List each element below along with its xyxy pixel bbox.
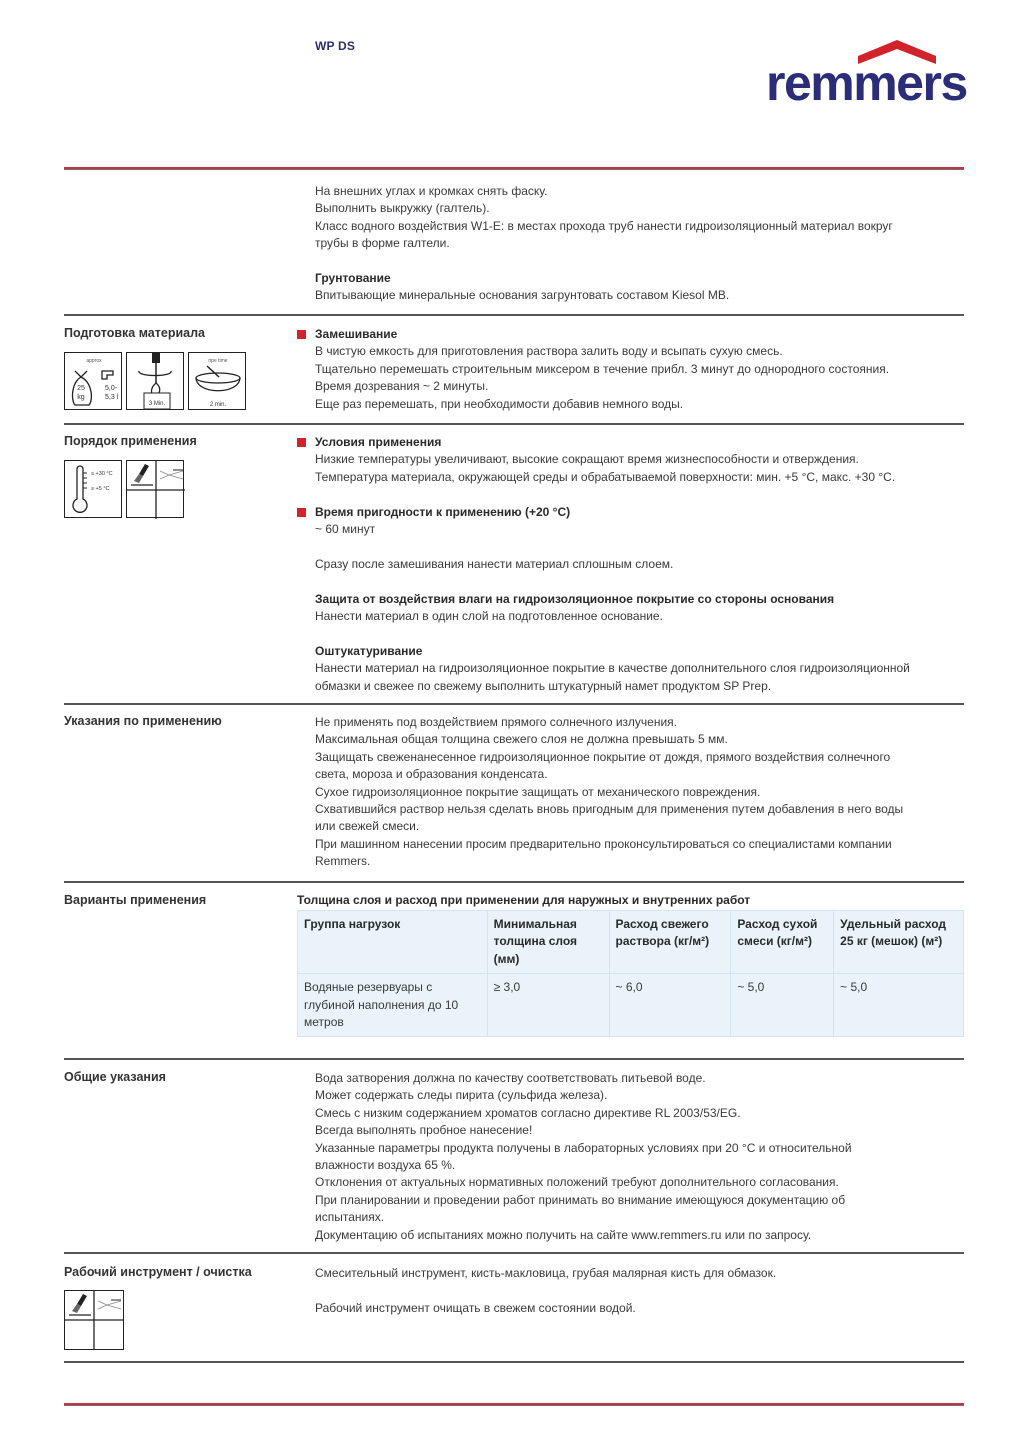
brush-spray-grid-icon [64,1290,124,1350]
text-line: Смесь с низким содержанием хроматов согласно директиве RL 2003/53/EG. [315,1105,741,1120]
section-label: Общие указания [64,1070,166,1084]
table-cell: ≥ 3,0 [487,974,609,1037]
brand-wordmark: remmers [766,55,967,111]
text-line: Выполнить выкружку (галтель). [315,201,490,216]
table-cell: Водяные резервуары с глубиной наполнения до 10 метров [298,974,488,1037]
text-line: трубы в форме галтели. [315,236,450,251]
svg-text:kg: kg [77,394,85,401]
table-cell: ~ 5,0 [834,974,964,1037]
table-header-row [298,911,964,974]
text-line: света, мороза и образования конденсата. [315,767,548,782]
svg-text:5,3 l: 5,3 l [105,394,119,401]
section-divider [64,1252,964,1254]
table-row [298,974,964,1037]
section-divider [64,1058,964,1060]
text-line: Максимальная общая толщина свежего слоя не должна превышать 5 мм. [315,732,728,747]
text-line: При машинном нанесении просим предварительно проконсультироваться со специалистами компании [315,836,892,851]
plaster-title: Оштукатуривание [315,643,423,658]
table-cell: ~ 5,0 [731,974,834,1037]
text-line: Сухое гидроизоляционное покрытие защищать от механического повреждения. [315,784,761,799]
svg-text:2 min.: 2 min. [209,402,227,408]
column-header: Удельный расход 25 кг (мешок) (м²) [834,911,964,974]
mixer-icon [126,352,184,410]
table-cell: ~ 6,0 [609,974,731,1037]
text-line: Не применять под воздействием прямого солнечного излучения. [315,715,678,729]
text-line: Низкие температуры увеличивают, высокие сокращают время жизнеспособности и отверждения. [315,452,859,467]
text-line: Всегда выполнять пробное нанесение! [315,1123,533,1138]
text-line: Время дозревания ~ 2 минуты. [315,379,489,394]
text-line: Еще раз перемешать, при необходимости добавив немного воды. [315,396,684,411]
svg-text:5,0-: 5,0- [105,385,118,392]
text-line: Отклонения от актуальных нормативных положений требуют дополнительного согласования. [315,1175,839,1190]
svg-text:approx: approx [86,358,102,364]
potlife-title: Время пригодности к применению (+20 °C) [315,504,965,521]
text-line: В чистую емкость для приготовления раствора залить воду и всыпать сухую смесь. [315,344,783,359]
section-divider [64,423,964,425]
remmers-logo [766,40,966,110]
column-header: Расход свежего раствора (кг/м²) [609,911,731,974]
text-line: Документацию об испытаниях можно получить на сайте www.remmers.ru или по запросу. [315,1227,812,1242]
text-line: Remmers. [315,854,371,869]
section-divider [64,314,964,316]
tools-text: Смесительный инструмент, кисть-макловица, грубая малярная кисть для обмазок. [315,1266,777,1280]
section-divider [64,1361,964,1363]
text-line: Класс водного воздействия W1-E: в местах прохода труб нанести гидроизоляционный материал вокруг [315,218,893,233]
svg-text:ripe time: ripe time [208,358,228,364]
svg-text:25: 25 [77,385,85,392]
svg-text:≤ +30 °C: ≤ +30 °C [91,471,113,477]
section-divider [64,881,964,883]
moisture-text: Нанести материал в один слой на подготовленное основание. [315,609,663,624]
column-header: Расход сухой смеси (кг/м²) [731,911,834,974]
text-line: Схватившийся раствор нельзя сделать вновь пригодным для применения путем добавления в него воды [315,802,904,817]
text-line: или свежей смеси. [315,819,420,834]
text-line: Температура материала, окружающей среды и обрабатываемой поверхности: мин. +5 °C, макс. +30 °C. [315,469,896,484]
text-line: Защищать свеженанесенное гидроизоляционное покрытие от дождя, прямого воздействия солнечного [315,749,891,764]
section-label: Указания по применению [64,714,222,728]
text-line: Нанести материал на гидроизоляционное покрытие в качестве дополнительного слоя гидроизоляционной [315,661,910,676]
text-line: обмазки и свежее по свежему выполнить штукатурный намет продуктом SP Prep. [315,678,772,693]
section-label: Порядок применения [64,434,197,448]
svg-text:≥ +5 °C: ≥ +5 °C [91,486,110,492]
footer-divider [64,1403,964,1405]
product-code: WP DS [315,39,356,53]
text-line: Вода затворения должна по качеству соответствовать питьевой воде. [315,1071,706,1085]
potlife-value: ~ 60 минут [315,522,376,537]
table-title: Толщина слоя и расход при применении для наружных и внутренних работ [297,893,751,907]
text-line: Тщательно перемешать строительным миксером в течение прибл. 3 минут до однородного состояния. [315,361,890,376]
bag-water-icon [64,352,122,410]
mixing-title: Замешивание [315,326,965,343]
column-header: Группа нагрузок [298,911,488,974]
conditions-title: Условия применения [315,434,965,451]
text-line: При планировании и проведении работ принимать во внимание имеющуюся документацию об [315,1192,846,1207]
cleaning-text: Рабочий инструмент очищать в свежем состоянии водой. [315,1300,636,1315]
section-label: Варианты применения [64,893,207,907]
section-label: Подготовка материала [64,326,205,340]
section-divider [64,703,964,705]
priming-title: Грунтование [315,271,391,286]
text-line: влажности воздуха 65 %. [315,1158,456,1173]
consumption-table [297,910,964,1037]
text-line: Указанные параметры продукта получены в лабораторных условиях при 20 °C и относительной [315,1140,852,1155]
column-header: Минимальная толщина слоя (мм) [487,911,609,974]
brush-spray-grid-icon [126,460,184,518]
text-line: испытаниях. [315,1210,385,1225]
section-label: Рабочий инструмент / очистка [64,1265,252,1279]
text-line: Может содержать следы пирита (сульфида железа). [315,1088,608,1103]
header-divider [64,167,964,169]
moisture-title: Защита от воздействия влаги на гидроизоляционное покрытие со стороны основания [315,591,835,606]
ripe-time-icon [188,352,246,410]
text-line: На внешних углах и кромках снять фаску. [315,184,548,198]
svg-text:3 Min.: 3 Min. [148,401,166,407]
thermometer-icon [64,460,122,518]
priming-text: Впитывающие минеральные основания загрунтовать составом Kiesol MB. [315,288,730,303]
apply-text: Сразу после замешивания нанести материал сплошным слоем. [315,556,674,571]
